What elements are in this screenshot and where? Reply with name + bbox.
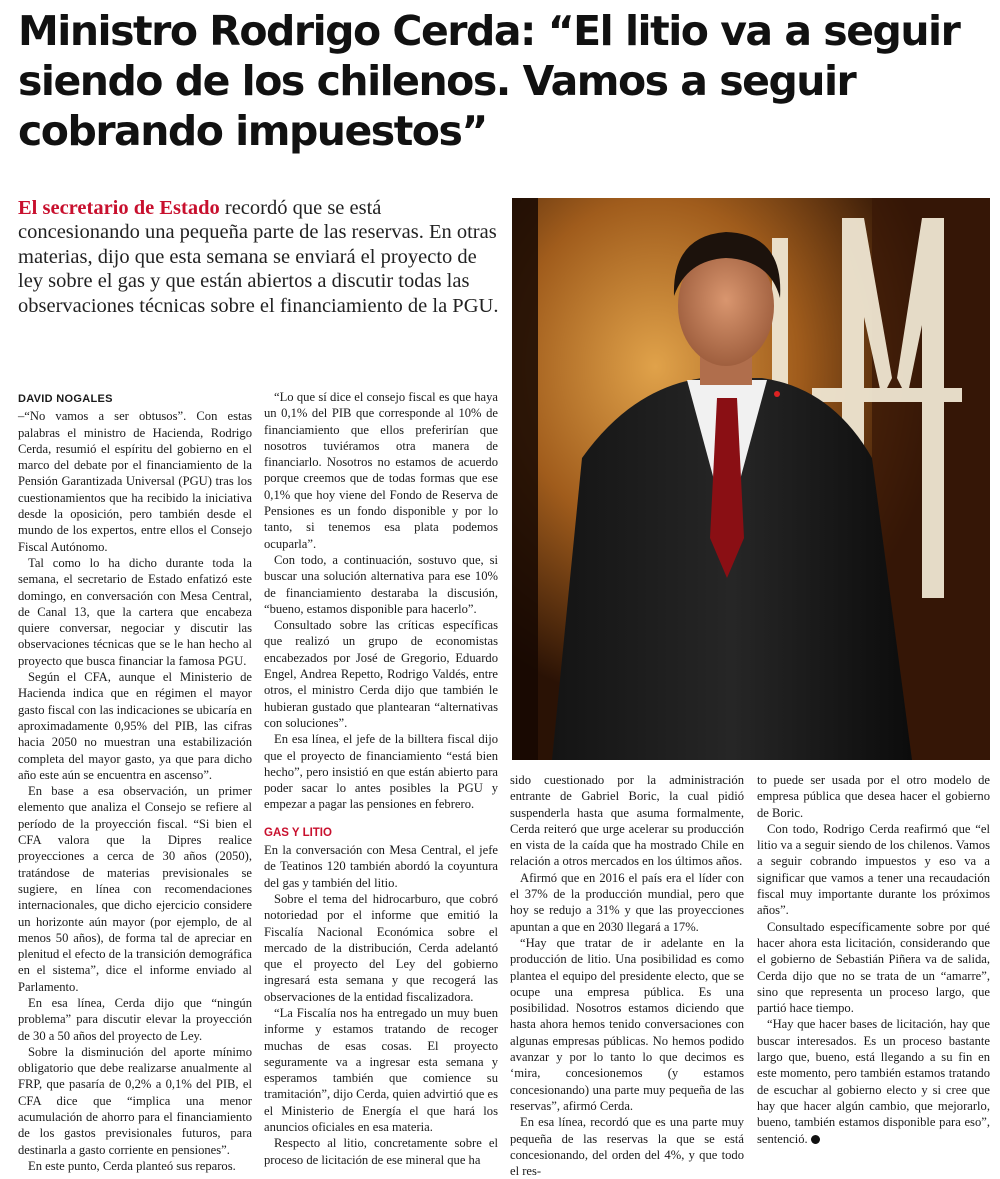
paragraph: “La Fiscalía nos ha entregado un muy buen informe y estamos tratando de recoger muchas de esas cosas. El proyecto seguramente va a ingresar esta semana y esperamos también que comience su tramitación”, dijo Cerda, quien advirtió que es el Ministerio de Energía el que hará los anuncios oficiales en esa materia. xyxy=(264,1005,498,1135)
article-column-2 xyxy=(264,389,498,1168)
article-column-1 xyxy=(18,391,252,1174)
paragraph: En esa línea, el jefe de la billtera fiscal dijo que el proyecto de financiamiento “está bien hecho”, pero insistió en que están abierto para poder sacar lo antes posibles la PGU y empezar a pagar las pensiones en febrero. xyxy=(264,732,498,812)
paragraph: Según el CFA, aunque el Ministerio de Hacienda indica que en régimen el mayor gasto fiscal con las indicaciones se ubicaría en aproximadamente 0,95% del PIB, las cifras hacia 2050 no muestran una estabilización completa del mayor gasto, ya que para dicho año este aún se encuentra en ascenso”. xyxy=(18,670,252,782)
paragraph: En esa línea, recordó que es una parte muy pequeña de las reservas la que se está concesionando, del orden del 4%, y que todo el res- xyxy=(510,1115,744,1179)
paragraph xyxy=(757,1016,990,1146)
lead-paragraph xyxy=(18,196,504,318)
byline: DAVID NOGALES xyxy=(18,393,113,405)
article-column-4 xyxy=(757,772,990,1147)
paragraph: Afirmó que en 2016 el país era el líder con el 37% de la producción mundial, pero que hoy se redujo a 31% y que las proyecciones apuntan a que en 2030 llegará a 17%. xyxy=(510,870,744,934)
lead-kicker: El secretario de Estado xyxy=(18,197,220,219)
paragraph: En esa línea, Cerda dijo que “ningún problema” para discutir elevar la proyección de 30 a 50 años del proyecto de Ley. xyxy=(18,995,252,1043)
paragraph: sido cuestionado por la administración entrante de Gabriel Boric, la cual pidió suspenderla hasta que asuma formalmente, Cerda reiteró que urge acelerar su producción en vista de la caída que ha mostrado Chile en relación a otros mercados en los últimos años. xyxy=(510,773,744,869)
paragraph: Con todo, a continuación, sostuvo que, si buscar una solución alternativa para ese 10% de financiamiento destaraba la discusión, “bueno, estamos disponible para hacerlo”. xyxy=(264,552,498,616)
paragraph: Tal como lo ha dicho durante toda la semana, el secretario de Estado enfatizó este domingo, en conversación con Mesa Central, de Canal 13, que la cartera que encabeza quiere conversar, negociar y discutir las observaciones técnicas que se le han hecho al proyecto que busca financiar la famosa PGU. xyxy=(18,555,252,668)
article-column-3 xyxy=(510,772,744,1179)
paragraph: En base a esa observación, un primer elemento que analiza el Consejo se refiere al período de la proyección fiscal. “Si bien el CFA valora que la Dipres realice proyecciones a cerca de 30 años (2050), tratándose de materias previsionales se sugiere, en línea con recomendaciones internacionales, que dicho ejercicio considere un horizonte aún mayor (por ejemplo, de al menos 50 años), de forma tal de apreciar en plenitud el efecto de la transición demográfica en el sistema”, dice el informe enviado al Parlamento. xyxy=(18,784,252,994)
paragraph: Sobre el tema del hidrocarburo, que cobró notoriedad por el informe que emitió la Fiscalía Nacional Económica sobre el mercado de la distribución, Cerda adelantó que el proyecto del Ley del gobierno ingresará esta semana y que recogerá las observaciones de la entidad fiscalizadora. xyxy=(264,891,498,1004)
paragraph: Respecto al litio, concretamente sobre el proceso de licitación de ese mineral que ha xyxy=(264,1136,498,1167)
paragraph: En este punto, Cerda planteó sus reparos. xyxy=(28,1158,236,1173)
lead-text: recordó que se está concesionando una pequeña parte de las reservas. En otras materias, dijo que esta semana se enviará el proyecto de ley sobre el gas y que están abiertos a discutir todas las observaciones técnicas sobre el financiamiento de la PGU. xyxy=(18,197,499,317)
paragraph: “Hay que tratar de ir adelante en la producción de litio. Una posibilidad es como plantea el equipo del presidente electo, que se ocupe una empresa pública. Es una posibilidad. Nosotros estamos diciendo que hasta ahora hemos tenido conversaciones con algunas empresas públicas. No hemos podido avanzar y por lo tanto lo que decimos es ‘mira, concesionemos (y estamos concesionando) una parte muy pequeña de las reservas”, afirmó Cerda. xyxy=(510,935,744,1113)
paragraph: Sobre la disminución del aporte mínimo obligatorio que debe realizarse anualmente al FRP, que pasaría de 0,2% a 0,1% del PIB, el CFA dice que “implica una menor acumulación de ahorro para el financiamiento de los gastos previsionales futuros, para destinarla a gasto corriente en pensiones”. xyxy=(18,1044,252,1157)
paragraph-text: “Hay que hacer bases de licitación, hay que buscar interesados. Es un proceso bastante largo que, bueno, está llegando a su fin en este momento, pero también estamos tratando de escuchar al gobierno electo y si cree que hay que hacer algún cambio, que mejorarlo, bueno, también estamos disponible para eso”, sentenció. xyxy=(757,1017,990,1146)
headline: Ministro Rodrigo Cerda: “El litio va a seguir siendo de los chilenos. Vamos a seguir cobrando impuestos” xyxy=(18,7,960,155)
minister-photo-illustration xyxy=(512,198,990,760)
section-heading-gas-litio: GAS Y LITIO xyxy=(264,826,332,839)
end-of-article-icon: P xyxy=(811,1135,820,1144)
paragraph: “Lo que sí dice el consejo fiscal es que haya un 0,1% del PIB que corresponde al 10% de financiamiento que ellos preferirían que nosotros tuviéramos otra manera de financiarlo. Nosotros no estamos de acuerdo porque creemos que de todas formas que ese 0,1% que hoy viene del Fondo de Reserva de Pensiones es un fondo disponible y por lo tanto, si tenemos esa plata podemos ocuparla”. xyxy=(264,390,498,551)
paragraph: En la conversación con Mesa Central, el jefe de Teatinos 120 también abordó la coyuntura del gas y también del litio. xyxy=(264,843,498,890)
minister-photo xyxy=(512,198,990,760)
paragraph: Con todo, Rodrigo Cerda reafirmó que “el litio va a seguir siendo de los chilenos. Vamos a seguir cobrando impuestos y eso va a significar que vamos a tener una recaudación fiscal muy importante durante los próximos años”. xyxy=(757,821,990,918)
paragraph: Consultado específicamente sobre por qué hacer ahora esta licitación, considerando que el gobierno de Sebastián Piñera va de salida, Cerda dijo que no se trata de un “amarre”, sino que representa un proceso largo, que partió hace tiempo. xyxy=(757,919,990,1016)
paragraph: to puede ser usada por el otro modelo de empresa pública que desea hacer el gobierno de Boric. xyxy=(757,773,990,820)
paragraph: –“No vamos a ser obtusos”. Con estas palabras el ministro de Hacienda, Rodrigo Cerda, resumió el espíritu del gobierno en el marco del debate por el financiamiento de la Pensión Garantizada Universal (PGU) tras los cuestionamientos que ha recibido la iniciativa desde la oposición, pero también desde el mundo de los expertos, entre ellos el Consejo Fiscal Autónomo. xyxy=(18,409,252,554)
paragraph: Consultado sobre las críticas específicas que realizó un grupo de economistas encabezados por José de Gregorio, Eduardo Engel, Andrea Repetto, Rodrigo Valdés, entre otros, el ministro Cerda dijo que también le hubieran gustado que plantearan “alternativas con soluciones”. xyxy=(264,618,498,730)
